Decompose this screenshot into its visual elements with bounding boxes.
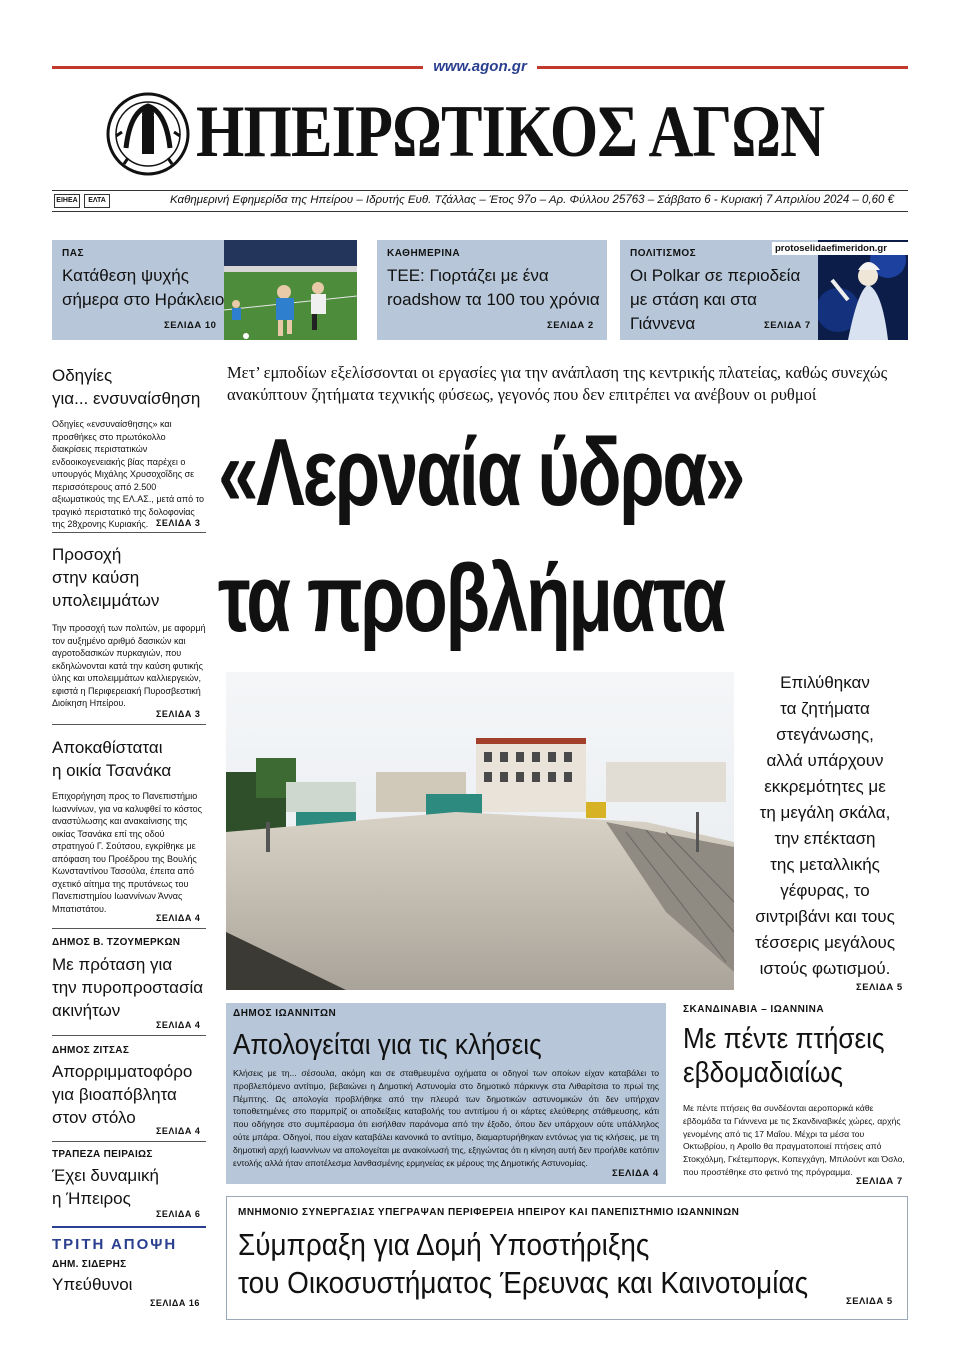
divider xyxy=(52,928,206,929)
left-story-kicker: ΔΗΜΟΣ ΖΙΤΣΑΣ xyxy=(52,1045,130,1056)
main-headline[interactable]: «Λερναία ύδρα» τα προβλήματα xyxy=(218,419,744,652)
left-story-body: Την προσοχή των πολιτών, με αφορμή τον αυξημένο αριθμό δασικών και αγροτοδασικών πυρκαγιών, που εκδηλώνονται κατά την καύση φυτικής ύλης και υπολειμμάτων καλλιεργειών, εφιστά η Περιφερειακή Πυροσβεστική Διοίκηση Ηπείρου. xyxy=(52,623,206,708)
promo-headline: Κατάθεση ψυχής σήμερα στο Ηράκλειο xyxy=(62,266,225,309)
flights-page: ΣΕΛΙΔΑ 7 xyxy=(856,1176,903,1187)
left-story-page: ΣΕΛΙΔΑ 6 xyxy=(156,1209,201,1219)
divider xyxy=(52,724,206,725)
calls-headline: Απολογείται για τις κλήσεις xyxy=(233,1029,542,1061)
opinion-author: ΔΗΜ. ΣΙΔΕΡΗΣ xyxy=(52,1259,127,1270)
main-overline: Μετ’ εμποδίων εξελίσσονται οι εργασίες για την ανάπλαση της κεντρικής πλατείας, καθώς συνεχώς ανακύπτουν ζητήματα τεχνικής φύσεως, γεγονός που δεν επιτρέπει να ανέβουν οι ρυθμοί xyxy=(227,363,888,404)
flights-kicker: ΣΚΑΝΔΙΝΑΒΙΑ – ΙΩΑΝΝΙΝΑ xyxy=(683,1004,825,1015)
left-story-title[interactable]: Οδηγίες για... ενσυναίσθηση xyxy=(52,366,201,408)
masthead-title: ΗΠΕΙΡΩΤΙΚΟΣ ΑΓΩΝ xyxy=(196,91,825,173)
opinion-title[interactable]: Υπεύθυνοι xyxy=(52,1275,133,1294)
main-side-text: Επιλύθηκαν τα ζητήματα στεγάνωσης, αλλά υπάρχουν εκκρεμότητες με τη μεγάλη σκάλα, την επέκταση της μεταλλικής γέφυρας, το σιντριβάνι και τους τέσσερις μεγάλους ιστούς φωτισμού. xyxy=(754,673,896,978)
edition-info: Καθημερινή Εφημερίδα της Ηπείρου – Ιδρυτής Ευθ. Τζάλλας – Έτος 97ο – Αρ. Φύλλου 25763 – Σάββατο 6 - Κυριακή 7 Απριλίου 2024 – 0,60 € xyxy=(170,194,894,206)
left-story-body: Επιχορήγηση προς το Πανεπιστήμιο Ιωαννίνων, για να καλυφθεί το κόστος αναστύλωσης και ανακαίνισης της οικίας Τσανάκα επί της οδού στρατηγού Γ. Σούτσου, εγκρίθηκε με απόφαση του Προέδρου της Βουλής Κωνσταντίνου Τασούλα, έπειτα από σχετικό αίτημα της πρυτάνεως του Πανεπιστημίου Ιωαννίνων Άννας Μπατιστάτου. xyxy=(52,791,202,914)
flights-body: Με πέντε πτήσεις θα συνδέονται αεροπορικά κάθε εβδομάδα τα Γιάννενα με τις Σκανδιναβικές χώρες, αρχής γενομένης από τις 17 Μαΐου. Μέχρι τα μέσα του Οκτωβρίου, η Apollo θα πραγματοποιεί πτήσεις από Στοκχόλμη, Γκέτεμποργκ, Κοπεγχάγη, Μπιλούντ και Όσλο, που προστέθηκε στο φετινό της πρόγραμμα. xyxy=(683,1103,905,1177)
flights-headline: Με πέντε πτήσεις εβδομαδιαίως xyxy=(683,1023,885,1089)
left-story-title[interactable]: Απορριμματοφόρο για βιοαπόβλητα στον στόλο xyxy=(52,1062,193,1127)
left-story-title[interactable]: Με πρόταση για την πυροπροστασία ακινήτων xyxy=(52,955,204,1020)
promo-kicker: ΠΟΛΙΤΙΣΜΟΣ xyxy=(630,248,697,259)
calls-body: Κλήσεις με τη... σέσουλα, ακόμη και σε σταθμευμένα οχήματα οι οδηγοί των οποίων είχαν καταβάλει το προβλεπόμενο αντίτιμο, βεβαιώνει η Δημοτική Αστυνομία στο δημοτικό πάρκινγκ στα Λιθαρίτσια το πρωί της Πέμπτης. Ως απολογία προβλήθηκε από την πλευρά των δημοτικών αστυνομικών ότι δεν υπήρχαν τοποθετημένες στο παρμπρίζ οι αποδείξεις καταβολής του αντιτίμου ή οι κάρτες ελεύθερης στάθμευσης, κάτι που οδήγησε στο συμπέρασμα ότι εισήλθαν παράνομα από την έξοδο, όπου δεν υπάρχουν ούτε υπάλληλος ούτε μπάρα. Οδηγοί, που είχαν καταβάλει κανονικά το αντίτιμο, διαμαρτυρήθηκαν εντόνως για τις κλήσεις, με τη δημοτική αρχή Ιωαννίνων να απολογείται με ανακοίνωσή της, εξηγώντας ότι η κίνηση αυτή δεν προήλθε κατόπιν εντολής αλλά ήταν αποτέλεσμα λανθασμένης ερμηνείας εκ μέρους της Δημοτικής Αστυνομίας. xyxy=(233,1068,659,1168)
partner-logos xyxy=(54,194,110,208)
elta-logo: ΕΛΤΑ xyxy=(84,194,110,208)
promo-headline: Οι Polkar σε περιοδεία με στάση και στα Γιάννενα xyxy=(630,266,801,333)
left-story-page: ΣΕΛΙΔΑ 4 xyxy=(156,1126,201,1136)
football-photo xyxy=(224,240,357,340)
promo-headline: ΤΕΕ: Γιορτάζει με ένα roadshow τα 100 του χρόνια xyxy=(387,266,600,309)
main-story-page: ΣΕΛΙΔΑ 5 xyxy=(856,982,903,993)
calls-kicker: ΔΗΜΟΣ ΙΩΑΝΝΙΤΩΝ xyxy=(233,1008,337,1019)
divider xyxy=(52,1141,206,1142)
left-story-title[interactable]: Προσοχή στην καύση υπολειμμάτων xyxy=(52,545,160,610)
square-works-photo xyxy=(226,672,734,990)
left-story-title[interactable]: Έχει δυναμική η Ήπειρος xyxy=(52,1166,159,1208)
divider xyxy=(52,532,206,533)
opinion-page: ΣΕΛΙΔΑ 16 xyxy=(150,1298,200,1308)
left-story-page: ΣΕΛΙΔΑ 3 xyxy=(156,518,201,528)
left-story-body: Οδηγίες «ενσυναίσθησης» και προσθήκες στο πρωτόκολλο διακρίσεις περιστατικών ενδοοικογενειακής βίας παρέχει ο υπουργός Μιχάλης Χρυσοχοΐδης σε περισσότερους από 2.500 αξιωματικούς της ΕΛ.ΑΣ., μετά από το τραγικό περιστατικό της δολοφονίας της 28χρονης Κυριακής. xyxy=(52,419,205,529)
promo-page: ΣΕΛΙΔΑ 2 xyxy=(547,320,594,331)
divider xyxy=(52,1035,206,1036)
left-story-title[interactable]: Αποκαθίσταται η οικία Τσανάκα xyxy=(52,738,172,780)
opinion-label: ΤΡΙΤΗ ΑΠΟΨΗ xyxy=(52,1236,178,1253)
eihea-logo: ΕΙΗΕΑ xyxy=(54,194,80,208)
promo-page: ΣΕΛΙΔΑ 10 xyxy=(164,320,217,331)
site-url[interactable]: www.agon.gr xyxy=(0,58,960,75)
promo-page: ΣΕΛΙΔΑ 7 xyxy=(764,320,811,331)
promo-kicker: ΚΑΘΗΜΕΡΙΝΑ xyxy=(387,248,461,259)
memo-headline: Σύμπραξη για Δομή Υποστήριξης του Οικοσυστήματος Έρευνας και Καινοτομίας xyxy=(238,1227,809,1300)
promo-kicker: ΠΑΣ xyxy=(62,248,84,259)
info-line xyxy=(52,190,908,212)
calls-page: ΣΕΛΙΔΑ 4 xyxy=(612,1168,659,1179)
newspaper-emblem xyxy=(106,92,190,176)
left-story-kicker: ΤΡΑΠΕΖΑ ΠΕΙΡΑΙΩΣ xyxy=(52,1149,153,1160)
memo-kicker: ΜΝΗΜΟΝΙΟ ΣΥΝΕΡΓΑΣΙΑΣ ΥΠΕΓΡΑΨΑΝ ΠΕΡΙΦΕΡΕΙΑ ΗΠΕΙΡΟΥ ΚΑΙ ΠΑΝΕΠΙΣΤΗΜΙΟ ΙΩΑΝΝΙΝΩΝ xyxy=(238,1207,740,1218)
left-story-kicker: ΔΗΜΟΣ Β. ΤΖΟΥΜΕΡΚΩΝ xyxy=(52,937,181,948)
left-story-page: ΣΕΛΙΔΑ 4 xyxy=(156,913,201,923)
opinion-top-rule xyxy=(52,1226,206,1228)
watermark: protoselidaefimeridon.gr xyxy=(772,242,912,255)
concert-photo xyxy=(818,240,908,340)
left-story-page: ΣΕΛΙΔΑ 3 xyxy=(156,709,201,719)
promo-box-tee[interactable] xyxy=(377,240,607,340)
promo-box-pas[interactable] xyxy=(52,240,226,340)
left-story-page: ΣΕΛΙΔΑ 4 xyxy=(156,1020,201,1030)
memo-page: ΣΕΛΙΔΑ 5 xyxy=(846,1296,893,1307)
promo-box-polkar[interactable] xyxy=(620,240,818,340)
